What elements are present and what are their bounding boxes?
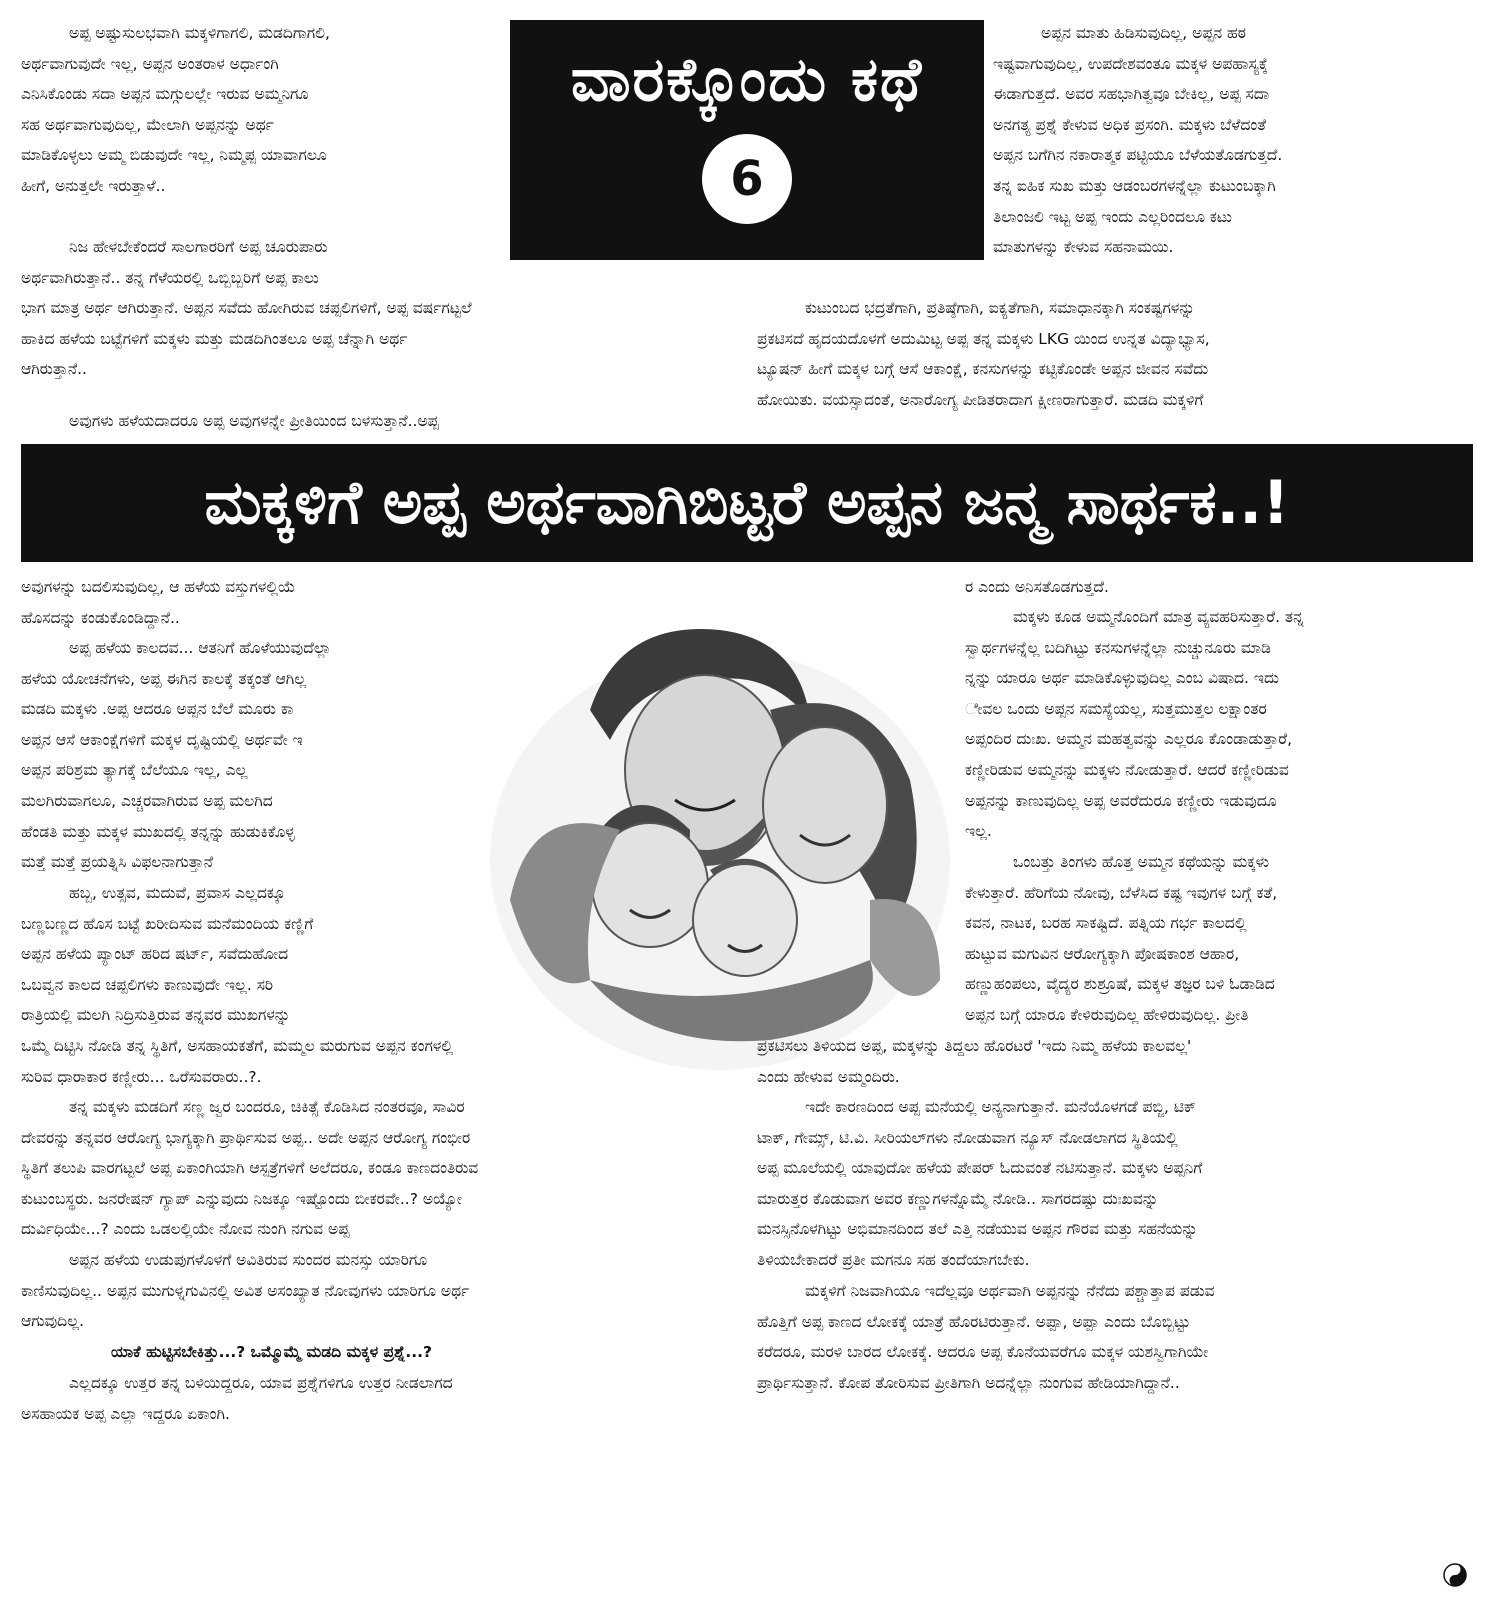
headline: ಮಕ್ಕಳಿಗೆ ಅಪ್ಪ ಅರ್ಥವಾಗಿಬಿಟ್ಟರೆ ಅಪ್ಪನ ಜನ್ಮ ಸಾರ್ಥಕ..! <box>21 444 1473 562</box>
paragraph: ಅವುಗಳನ್ನು ಬದಲಿಸುವುದಿಲ್ಲ, ಆ ಹಳೆಯ ವಸ್ತುಗಳಲ್ಲಿಯೆ ಹೊಸದನ್ನು ಕಂಡುಕೊಂಡಿದ್ದಾನೆ.. <box>21 578 296 627</box>
paragraph: ನಿಜ ಹೇಳಬೇಕೆಂದರೆ ಸಾಲಗಾರರಿಗೆ ಅಪ್ಪ ಚೂರುಪಾರು ಅರ್ಥವಾಗಿರುತ್ತಾನೆ.. ತನ್ನ ಗೆಳೆಯರಲ್ಲಿ ಒಬ್ಬಿಬ್ಬರಿಗೆ ಅಪ್ಪ ಕಾಲು <box>21 238 328 287</box>
paragraph: ತನ್ನ ಮಕ್ಕಳು ಮಡದಿಗೆ ಸಣ್ಣ ಜ್ವರ ಬಂದರೂ, ಚಿಕಿತ್ಸೆ ಕೊಡಿಸಿದ ನಂತರವೂ, ಸಾವಿರ ದೇವರನ್ನು ತನ್ನವರ ಆರೋಗ್ಯ ಭಾಗ್ಯಕ್ಕಾಗಿ ಪ್ರಾರ್ಥಿಸುವ ಅಪ್ಪ.. ಅದೇ ಅಪ್ಪನ ಆರೋಗ್ಯ ಗಂಭೀರ ಸ್ಥಿತಿಗೆ ತಲುಪಿ ವಾರಗಟ್ಟಲೆ ಅಪ್ಪ ಏಕಾಂಗಿಯಾಗಿ ಆಸ್ಪತ್ರೆಗಳಿಗೆ ಅಲೆದರೂ, ಕಂಡೂ ಕಾಣದಂತಿರುವ ಕುಟುಂಬಸ್ಥರು. ಜನರೇಷನ್ ಗ್ಯಾಪ್ ಎನ್ನುವುದು ನಿಜಕ್ಕೂ ಇಷ್ಟೊಂದು ಬೀಕರವೇ..? ಅಯ್ಯೋ ದುರ್ವಿಧಿಯೇ...? ಎಂದು ಒಡಲಲ್ಲಿಯೇ ನೋವ ನುಂಗಿ ನಗುವ ಅಪ್ಪ <box>21 1098 479 1239</box>
paragraph: ಒಂಬತ್ತು ತಿಂಗಳು ಹೊತ್ತ ಅಮ್ಮನ ಕಥೆಯನ್ನು ಮಕ್ಕಳು ಕೇಳುತ್ತಾರೆ. ಹೆರಿಗೆಯ ನೋವು, ಬೆಳೆಸಿದ ಕಷ್ಟ ಇವುಗಳ ಬಗ್ಗೆ ಕತೆ, ಕವನ, ನಾಟಕ, ಬರಹ ಸಾಕಷ್ಟಿದೆ. ಪತ್ನಿಯ ಗರ್ಭ ಕಾಲದಲ್ಲಿ ಹುಟ್ಟುವ ಮಗುವಿನ ಆರೋಗ್ಯಕ್ಕಾಗಿ ಪೋಷಕಾಂಶ ಆಹಾರ, ಹಣ್ಣುಹಂಪಲು, ವೈದ್ಯರ ಶುಶ್ರೂಷೆ, ಮಕ್ಕಳ ತಜ್ಞರ ಬಳಿ ಓಡಾಡಿದ ಅಪ್ಪನ ಬಗ್ಗೆ ಯಾರೂ ಕೇಳಿರುವುದಿಲ್ಲ ಹೇಳಿರುವುದಿಲ್ಲ. ಪ್ರೀತಿ <box>965 853 1278 1024</box>
paragraph: ಅಪ್ಪ ಹಳೆಯ ಕಾಲದವ... ಆತನಿಗೆ ಹೊಳೆಯುವುದೆಲ್ಲಾ ಹಳೆಯ ಯೋಚನೆಗಳು, ಅಪ್ಪ ಈಗಿನ ಕಾಲಕ್ಕೆ ತಕ್ಕಂತೆ ಆಗಿಲ್ಲ ಮಡದಿ ಮಕ್ಕಳು .ಅಪ್ಪ ಆದರೂ ಅಪ್ಪನ ಬೆಲೆ ಮೂರು ಕಾ ಅಪ್ಪನ ಆಸೆ ಆಕಾಂಕ್ಷೆಗಳಿಗೆ ಮಕ್ಕಳ ದೃಷ್ಟಿಯಲ್ಲಿ ಅರ್ಥವೇ ಇ ಅಪ್ಪನ ಪರಿಶ್ರಮ ತ್ಯಾಗಕ್ಕೆ ಬೆಲೆಯೂ ಇಲ್ಲ, ಎಲ್ಲ ಮಲಗಿರುವಾಗಲೂ, ಎಚ್ಚರವಾಗಿರುವ ಅಪ್ಪ ಮಲಗಿದ ಹೆಂಡತಿ ಮತ್ತು ಮಕ್ಕಳ ಮುಖದಲ್ಲಿ ತನ್ನನ್ನು ಹುಡುಕಿಕೊಳ್ಳ ಮತ್ತೆ ಮತ್ತೆ ಪ್ರಯತ್ನಿಸಿ ವಿಫಲನಾಗುತ್ತಾನೆ <box>21 639 332 872</box>
paragraph: ರ ಎಂದು ಅನಿಸತೊಡಗುತ್ತದೆ. <box>965 578 1109 596</box>
sub-heading-question: ಯಾಕೆ ಹುಟ್ಟಿಸಬೇಕಿತ್ತು...? ಒಮ್ಮೊಮ್ಮೆ ಮಡದಿ ಮಕ್ಕಳ ಪ್ರಶ್ನೆ...? <box>111 1343 432 1361</box>
paragraph: ಅಪ್ಪ ಅಷ್ಟುಸುಲಭವಾಗಿ ಮಕ್ಕಳಿಗಾಗಲಿ, ಮಡದಿಗಾಗಲಿ, ಅರ್ಥವಾಗುವುದೇ ಇಲ್ಲ, ಅಪ್ಪನ ಅಂತರಾಳ ಅರ್ಧಾಂಗಿ ಎನಿಸಿಕೊಂಡು ಸದಾ ಅಪ್ಪನ ಮಗ್ಗುಲಲ್ಲೇ ಇರುವ ಅಮ್ಮನಿಗೂ ಸಹ ಅರ್ಥವಾಗುವುದಿಲ್ಲ, ಮೇಲಾಗಿ ಅಪ್ಪನನ್ನು ಅರ್ಥ ಮಾಡಿಕೊಳ್ಳಲು ಅಮ್ಮ ಬಿಡುವುದೇ ಇಲ್ಲ, ನಿಮ್ಮಪ್ಪ ಯಾವಾಗಲೂ ಹೀಗೆ, ಅನುತ್ತಲೇ ಇರುತ್ತಾಳೆ.. <box>21 24 330 195</box>
paragraph: ಅವುಗಳು ಹಳೆಯದಾದರೂ ಅಪ್ಪ ಅವುಗಳನ್ನೇ ಪ್ರೀತಿಯಿಂದ ಬಳಸುತ್ತಾನೆ..ಅಪ್ಪ <box>69 412 439 430</box>
story-number-badge: 6 <box>702 134 792 224</box>
paragraph: ಮಕ್ಕಳು ಕೂಡ ಅಮ್ಮನೊಂದಿಗೆ ಮಾತ್ರ ವ್ಯವಹರಿಸುತ್ತಾರೆ. ತನ್ನ ಸ್ವಾರ್ಥಗಳನ್ನೆಲ್ಲ ಬದಿಗಿಟ್ಟು ಕನಸುಗಳನ್ನೆಲ್ಲಾ ನುಚ್ಚುನೂರು ಮಾಡಿ ನ್ನನ್ನು ಯಾರೂ ಅರ್ಥ ಮಾಡಿಕೊಳ್ಳುವುದಿಲ್ಲ ಎಂಬ ವಿಷಾದ. ಇದು ೇವಲ ಒಂದು ಅಪ್ಪನ ಸಮಸ್ಯೆಯಲ್ಲ, ಸುತ್ತಮುತ್ತಲ ಲಕ್ಷಾಂತರ ಅಪ್ಪಂದಿರ ದುಃಖ. ಅಮ್ಮನ ಮಹತ್ವವನ್ನು ಎಲ್ಲರೂ ಕೊಂಡಾಡುತ್ತಾರೆ, ಕಣ್ಣೀರಿಡುವ ಅಮ್ಮನನ್ನು ಮಕ್ಕಳು ನೋಡುತ್ತಾರೆ. ಆದರೆ ಕಣ್ಣೀರಿಡುವ ಅಪ್ಪನನ್ನು ಕಾಣುವುದಿಲ್ಲ ಅಪ್ಪ ಅವರೆದುರೂ ಕಣ್ಣೀರು ಇಡುವುದೂ ಇಲ್ಲ. <box>965 608 1304 841</box>
paragraph: ಅಪ್ಪನ ಮಾತು ಹಿಡಿಸುವುದಿಲ್ಲ, ಅಪ್ಪನ ಹಠ ಇಷ್ಟವಾಗುವುದಿಲ್ಲ, ಉಪದೇಶವಂತೂ ಮಕ್ಕಳ ಅಪಹಾಸ್ಯಕ್ಕೆ ಈಡಾಗುತ್ತದೆ. ಅವರ ಸಹಭಾಗಿತ್ವವೂ ಬೇಕಿಲ್ಲ, ಅಪ್ಪ ಸದಾ ಅನಗತ್ಯ ಪ್ರಶ್ನೆ ಕೇಳುವ ಅಧಿಕ ಪ್ರಸಂಗಿ. ಮಕ್ಕಳು ಬೆಳೆದಂತೆ ಅಪ್ಪನ ಬಗೆಗಿನ ನಕಾರಾತ್ಮಕ ಪಟ್ಟಿಯೂ ಬೆಳೆಯತೊಡಗುತ್ತದೆ. ತನ್ನ ಐಹಿಕ ಸುಖ ಮತ್ತು ಆಡಂಬರಗಳನ್ನೆಲ್ಲಾ ಕುಟುಂಬಕ್ಕಾಗಿ ತಿಲಾಂಜಲಿ ಇಟ್ಟ ಅಪ್ಪ ಇಂದು ಎಲ್ಲರಿಂದಲೂ ಕಟು ಮಾತುಗಳನ್ನು ಕೇಳುವ ಸಹನಾಮಯಿ. <box>993 24 1283 257</box>
paragraph: ಪ್ರಕಟಿಸಲು ತಿಳಿಯದ ಅಪ್ಪ, ಮಕ್ಕಳನ್ನು ತಿದ್ದಲು ಹೊರಟರೆ 'ಇದು ನಿಮ್ಮ ಹಳೆಯ ಕಾಲವಲ್ಲ' ಎಂದು ಹೇಳುವ ಅಮ್ಮಂದಿರು. <box>757 1037 1192 1086</box>
paragraph: ಕುಟುಂಬದ ಭದ್ರತೆಗಾಗಿ, ಪ್ರತಿಷ್ಠೆಗಾಗಿ, ಐಕ್ಯತೆಗಾಗಿ, ಸಮಾಧಾನಕ್ಕಾಗಿ ಸಂಕಷ್ಟಗಳನ್ನು ಪ್ರಕಟಿಸದೆ ಹೃದಯದೊಳಗೆ ಅದುಮಿಟ್ಟ ಅಪ್ಪ ತನ್ನ ಮಕ್ಕಳು LKG ಯಿಂದ ಉನ್ನತ ವಿದ್ಯಾಭ್ಯಾಸ, ಟ್ಯೂಷನ್ ಹೀಗೆ ಮಕ್ಕಳ ಬಗ್ಗೆ ಆಸೆ ಆಕಾಂಕ್ಷೆ, ಕನಸುಗಳನ್ನು ಕಟ್ಟಿಕೊಂಡೇ ಅಪ್ಪನ ಜೀವನ ಸವೆದು ಹೋಯಿತು. ವಯಸ್ಸಾದಂತೆ, ಅನಾರೋಗ್ಯ ಪೀಡಿತರಾದಾಗ ಕ್ಷೀಣರಾಗುತ್ತಾರೆ. ಮಡದಿ ಮಕ್ಕಳಿಗೆ <box>757 299 1210 409</box>
paragraph: ಇದೇ ಕಾರಣದಿಂದ ಅಪ್ಪ ಮನೆಯಲ್ಲಿ ಅನ್ಯನಾಗುತ್ತಾನೆ. ಮನೆಯೊಳಗಡೆ ಪಬ್ಜಿ, ಟಿಕ್ ಟಾಕ್, ಗೇಮ್ಸ್, ಟಿ.ವಿ. ಸೀರಿಯಲ್‌ಗಳು ನೋಡುವಾಗ ನ್ಯೂಸ್ ನೋಡಲಾಗದ ಸ್ಥಿತಿಯಲ್ಲಿ ಅಪ್ಪ ಮೂಲೆಯಲ್ಲಿ ಯಾವುದೋ ಹಳೆಯ ಪೇಪರ್ ಓದುವಂತೆ ನಟಿಸುತ್ತಾನೆ. ಮಕ್ಕಳು ಅಪ್ಪನಿಗೆ ಮಾರುತ್ತರ ಕೊಡುವಾಗ ಅವರ ಕಣ್ಣುಗಳನ್ನೊಮ್ಮೆ ನೋಡಿ.. ಸಾಗರದಷ್ಟು ದುಃಖವನ್ನು ಮನಸ್ಸಿನೊಳಗಿಟ್ಟು ಅಭಿಮಾನದಿಂದ ತಲೆ ಎತ್ತಿ ನಡೆಯುವ ಅಪ್ಪನ ಗೌರವ ಮತ್ತು ಸಹನೆಯನ್ನು ತಿಳಿಯಬೇಕಾದರೆ ಪ್ರತೀ ಮಗನೂ ಸಹ ತಂದೆಯಾಗಬೇಕು. <box>757 1098 1203 1269</box>
yin-yang-icon <box>1443 1563 1467 1587</box>
paragraph: ಅಪ್ಪನ ಹಳೆಯ ಉಡುಪುಗಳೊಳಗೆ ಅವಿತಿರುವ ಸುಂದರ ಮನಸ್ಸು ಯಾರಿಗೂ ಕಾಣಿಸುವುದಿಲ್ಲ.. ಅಪ್ಪನ ಮುಗುಳ್ನಗುವಿನಲ್ಲಿ ಅವಿತ ಅಸಂಖ್ಯಾತ ನೋವುಗಳು ಯಾರಿಗೂ ಅರ್ಥ ಆಗುವುದಿಲ್ಲ. <box>21 1251 470 1331</box>
family-hug-illustration <box>470 600 970 1080</box>
paragraph: ಹಬ್ಬ, ಉತ್ಸವ, ಮದುವೆ, ಪ್ರವಾಸ ಎಲ್ಲದಕ್ಕೂ ಬಣ್ಣಬಣ್ಣದ ಹೊಸ ಬಟ್ಟೆ ಖರೀದಿಸುವ ಮನೆಮಂದಿಯ ಕಣ್ಣಿಗೆ ಅಪ್ಪನ ಹಳೆಯ ಪ್ಯಾಂಟ್ ಹರಿದ ಷರ್ಟ್, ಸವೆದುಹೋದ ಒಬವ್ವನ ಕಾಲದ ಚಪ್ಪಲಿಗಳು ಕಾಣುವುದೇ ಇಲ್ಲ. ಸರಿ ರಾತ್ರಿಯಲ್ಲಿ ಮಲಗಿ ನಿದ್ರಿಸುತ್ತಿರುವ ತನ್ನವರ ಮುಖಗಳನ್ನು <box>21 884 314 1025</box>
paragraph: ಎಲ್ಲದಕ್ಕೂ ಉತ್ತರ ತನ್ನ ಬಳಿಯಿದ್ದರೂ, ಯಾವ ಪ್ರಶ್ನೆಗಳಿಗೂ ಉತ್ತರ ನೀಡಲಾಗದ ಅಸಹಾಯಕ ಅಪ್ಪ ಎಲ್ಲಾ ಇದ್ದರೂ ಏಕಾಂಗಿ. <box>21 1374 453 1423</box>
paragraph: ಮಕ್ಕಳಿಗೆ ನಿಜವಾಗಿಯೂ ಇದೆಲ್ಲವೂ ಅರ್ಥವಾಗಿ ಅಪ್ಪನನ್ನು ನೆನೆದು ಪಶ್ಚಾತ್ತಾಪ ಪಡುವ ಹೊತ್ತಿಗೆ ಅಪ್ಪ ಕಾಣದ ಲೋಕಕ್ಕೆ ಯಾತ್ರೆ ಹೊರಟಿರುತ್ತಾನೆ. ಅಪ್ಪಾ, ಅಪ್ಪಾ ಎಂದು ಬೊಬ್ಬಿಟ್ಟು ಕರೆದರೂ, ಮರಳಿ ಬಾರದ ಲೋಕಕ್ಕೆ. ಆದರೂ ಅಪ್ಪ ಕೊನೆಯವರೆಗೂ ಮಕ್ಕಳ ಯಶಸ್ವಿಗಾಗಿಯೇ ಪ್ರಾರ್ಥಿಸುತ್ತಾನೆ. ಕೋಪ ತೋರಿಸುವ ಪ್ರೀತಿಗಾಗಿ ಅದನ್ನೆಲ್ಲಾ ನುಂಗುವ ಹೇಡಿಯಾಗಿದ್ದಾನೆ.. <box>757 1282 1215 1392</box>
column-series-title: ವಾರಕ್ಕೊಂದು ಕಥೆ <box>570 45 924 115</box>
paragraph: ಒಮ್ಮೆ ದಿಟ್ಟಿಸಿ ನೋಡಿ ತನ್ನ ಸ್ಥಿತಿಗೆ, ಅಸಹಾಯಕತೆಗೆ, ಮಮ್ಮಲ ಮರುಗುವ ಅಪ್ಪನ ಕಂಗಳಲ್ಲಿ ಸುರಿವ ಧಾರಾಕಾರ ಕಣ್ಣೀರು... ಒರೆಸುವರಾರು..?. <box>21 1037 454 1086</box>
column-header-box <box>510 20 984 260</box>
paragraph: ಭಾಗ ಮಾತ್ರ ಅರ್ಥ ಆಗಿರುತ್ತಾನೆ. ಅಪ್ಪನ ಸವೆದು ಹೋಗಿರುವ ಚಪ್ಪಲಿಗಳಿಗೆ, ಅಪ್ಪ ವರ್ಷಗಟ್ಟಲೆ ಹಾಕಿದ ಹಳೆಯ ಬಟ್ಟೆಗಳಿಗೆ ಮಕ್ಕಳು ಮತ್ತು ಮಡದಿಗಿಂತಲೂ ಅಪ್ಪ ಚೆನ್ನಾಗಿ ಅರ್ಥ ಆಗಿರುತ್ತಾನೆ.. <box>21 299 472 379</box>
